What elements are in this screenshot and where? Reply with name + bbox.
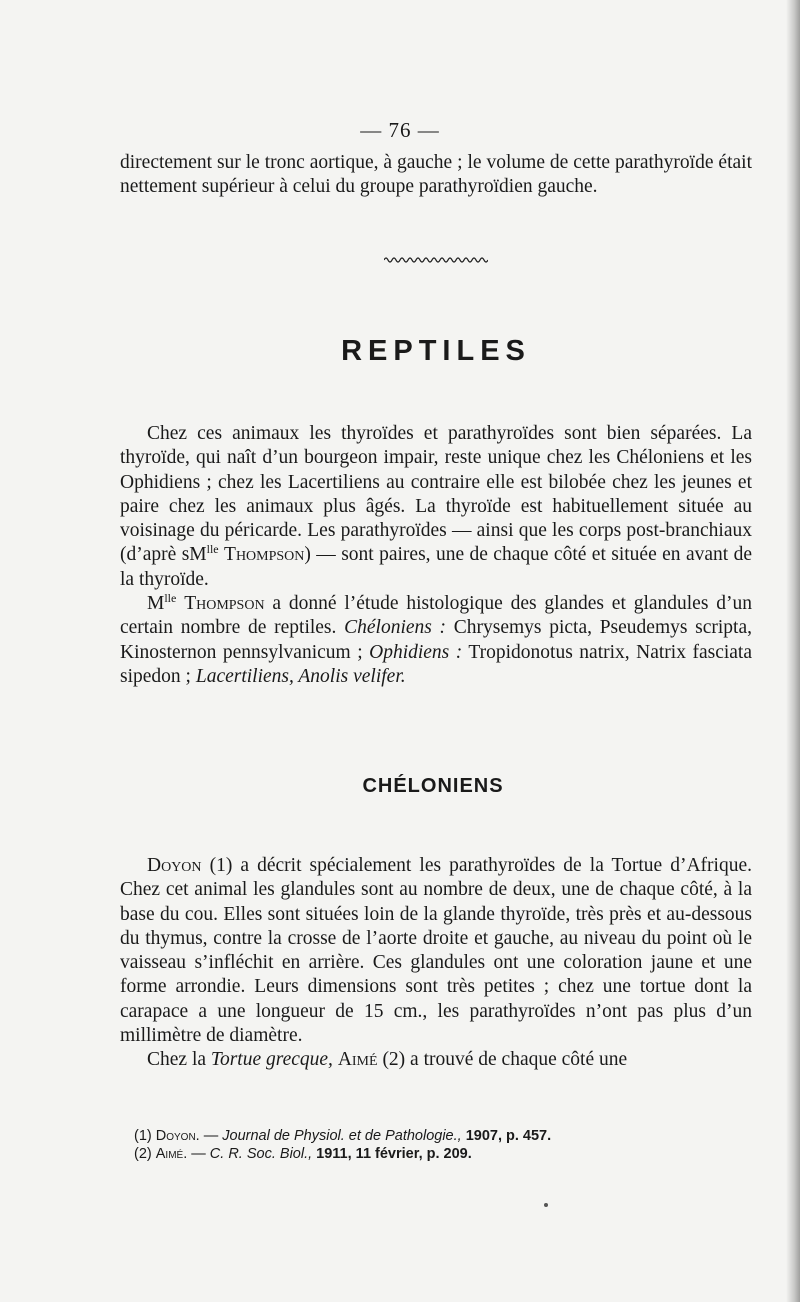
reptiles-p2-text: a donné l’étude histologique des glandes et glandules d’un certain nombre de reptiles.: [120, 593, 753, 639]
cheloniens-p1-text: (1) a décrit spécialement les parathyroïdes de la Tortue d’Afrique. Chez cet animal les glandules sont au nombre de deux, une de chaque côté, à la base du cou. Elles sont situées loin de la glande thyroïde, très près et au-dessous du thymus, contre la crosse de l’aorte droite et gauche, au niveau du point où le vaisseau s’infléchit en arrière. Ces glandules ont une coloration jaune et une forme arrondie. Leurs dimensions sont très petites ; chez une tortue dont la carapace a une longueur de 15 cm., les parathyroïdes n’ont pas plus d’un millimètre de diamètre.: [120, 855, 752, 1047]
intro-paragraph: [120, 151, 752, 200]
reptiles-paragraph-1: [120, 422, 752, 592]
author-name: Thompson: [224, 544, 305, 566]
cheloniens-section: [120, 854, 752, 1073]
reptiles-p2-text-3: Tropidonotus natrix, Natrix fasciata sipedon ;: [120, 641, 752, 687]
footnotes: [134, 1127, 754, 1163]
cheloniens-paragraph-2: [120, 1048, 752, 1072]
footnote-author: Aimé.: [155, 1146, 188, 1162]
reptiles-section: [120, 422, 752, 689]
footnote-details: 1907, p. 457.: [461, 1128, 552, 1144]
reptiles-paragraph-2: [120, 592, 752, 689]
footnote-number: (1): [134, 1128, 156, 1144]
reptiles-p2-mlle-sup: lle: [164, 591, 177, 606]
section-heading-cheloniens: CHÉLONIENS: [362, 775, 504, 797]
footnote-author: Doyon.: [155, 1128, 200, 1144]
reptiles-p2-text-2: Chrysemys picta, Pseudemys scripta, Kinosternon pennsylvanicum ;: [120, 617, 753, 663]
cheloniens-p2-text: Chez la: [147, 1049, 211, 1071]
footnote-2: [134, 1145, 754, 1163]
wavy-ornament-icon: [384, 255, 488, 265]
author-name: Aimé: [337, 1049, 378, 1071]
reptiles-p2-mlle: M: [147, 593, 165, 615]
reptiles-p1-text: Chez ces animaux les thyroïdes et parathyroïdes sont bien séparées. La thyroïde, qui naît d’un bourgeon impair, reste unique chez les Chéloniens et les Ophidiens ; chez les Lacertiliens au contraire elle est bilobée chez les jeunes et paire chez les animaux plus âgés. La thyroïde est habituellement située au voisinage du péricarde. Les parathyroïdes — ainsi que les corps post-branchiaux (d’aprè s: [120, 423, 752, 566]
footnote-number: (2): [134, 1146, 156, 1162]
cheloniens-p2-text-end: (2) a trouvé de chaque côté une: [377, 1049, 628, 1071]
page-number: — 76 —: [360, 118, 440, 142]
reptiles-p1-mlle: M: [189, 544, 207, 566]
footnote-source: C. R. Soc. Biol.,: [209, 1146, 313, 1162]
cheloniens-paragraph-1: [120, 854, 752, 1048]
footnote-source: Journal de Physiol. et de Pathologie.,: [222, 1128, 462, 1144]
paper-speck: [544, 1203, 548, 1207]
author-name: Doyon: [147, 855, 202, 876]
group-ophidiens: Ophidiens :: [369, 641, 463, 663]
footnote-details: 1911, 11 février, p. 209.: [312, 1146, 472, 1162]
footnote-separator: —: [199, 1128, 223, 1144]
group-cheloniens: Chéloniens :: [344, 617, 447, 639]
footnote-separator: —: [187, 1146, 210, 1162]
author-name: Thompson: [184, 593, 265, 615]
intro-text: directement sur le tronc aortique, à gauche ; le volume de cette parathyroïde était nettement supérieur à celui du groupe parathyroïdien gauche.: [120, 152, 752, 198]
reptiles-p1-mlle-sup: lle: [206, 542, 219, 557]
group-lacertiliens: Lacertiliens, Anolis velifer.: [195, 665, 406, 687]
reptiles-p1-text-end: ) — sont paires, une de chaque côté et située en avant de la thyroïde.: [120, 544, 752, 590]
footnote-1: [134, 1127, 754, 1145]
species-tortue-grecque: Tortue grecque,: [210, 1049, 333, 1071]
section-heading-reptiles: REPTILES: [341, 335, 531, 367]
page-edge-shadow: [786, 0, 800, 1302]
